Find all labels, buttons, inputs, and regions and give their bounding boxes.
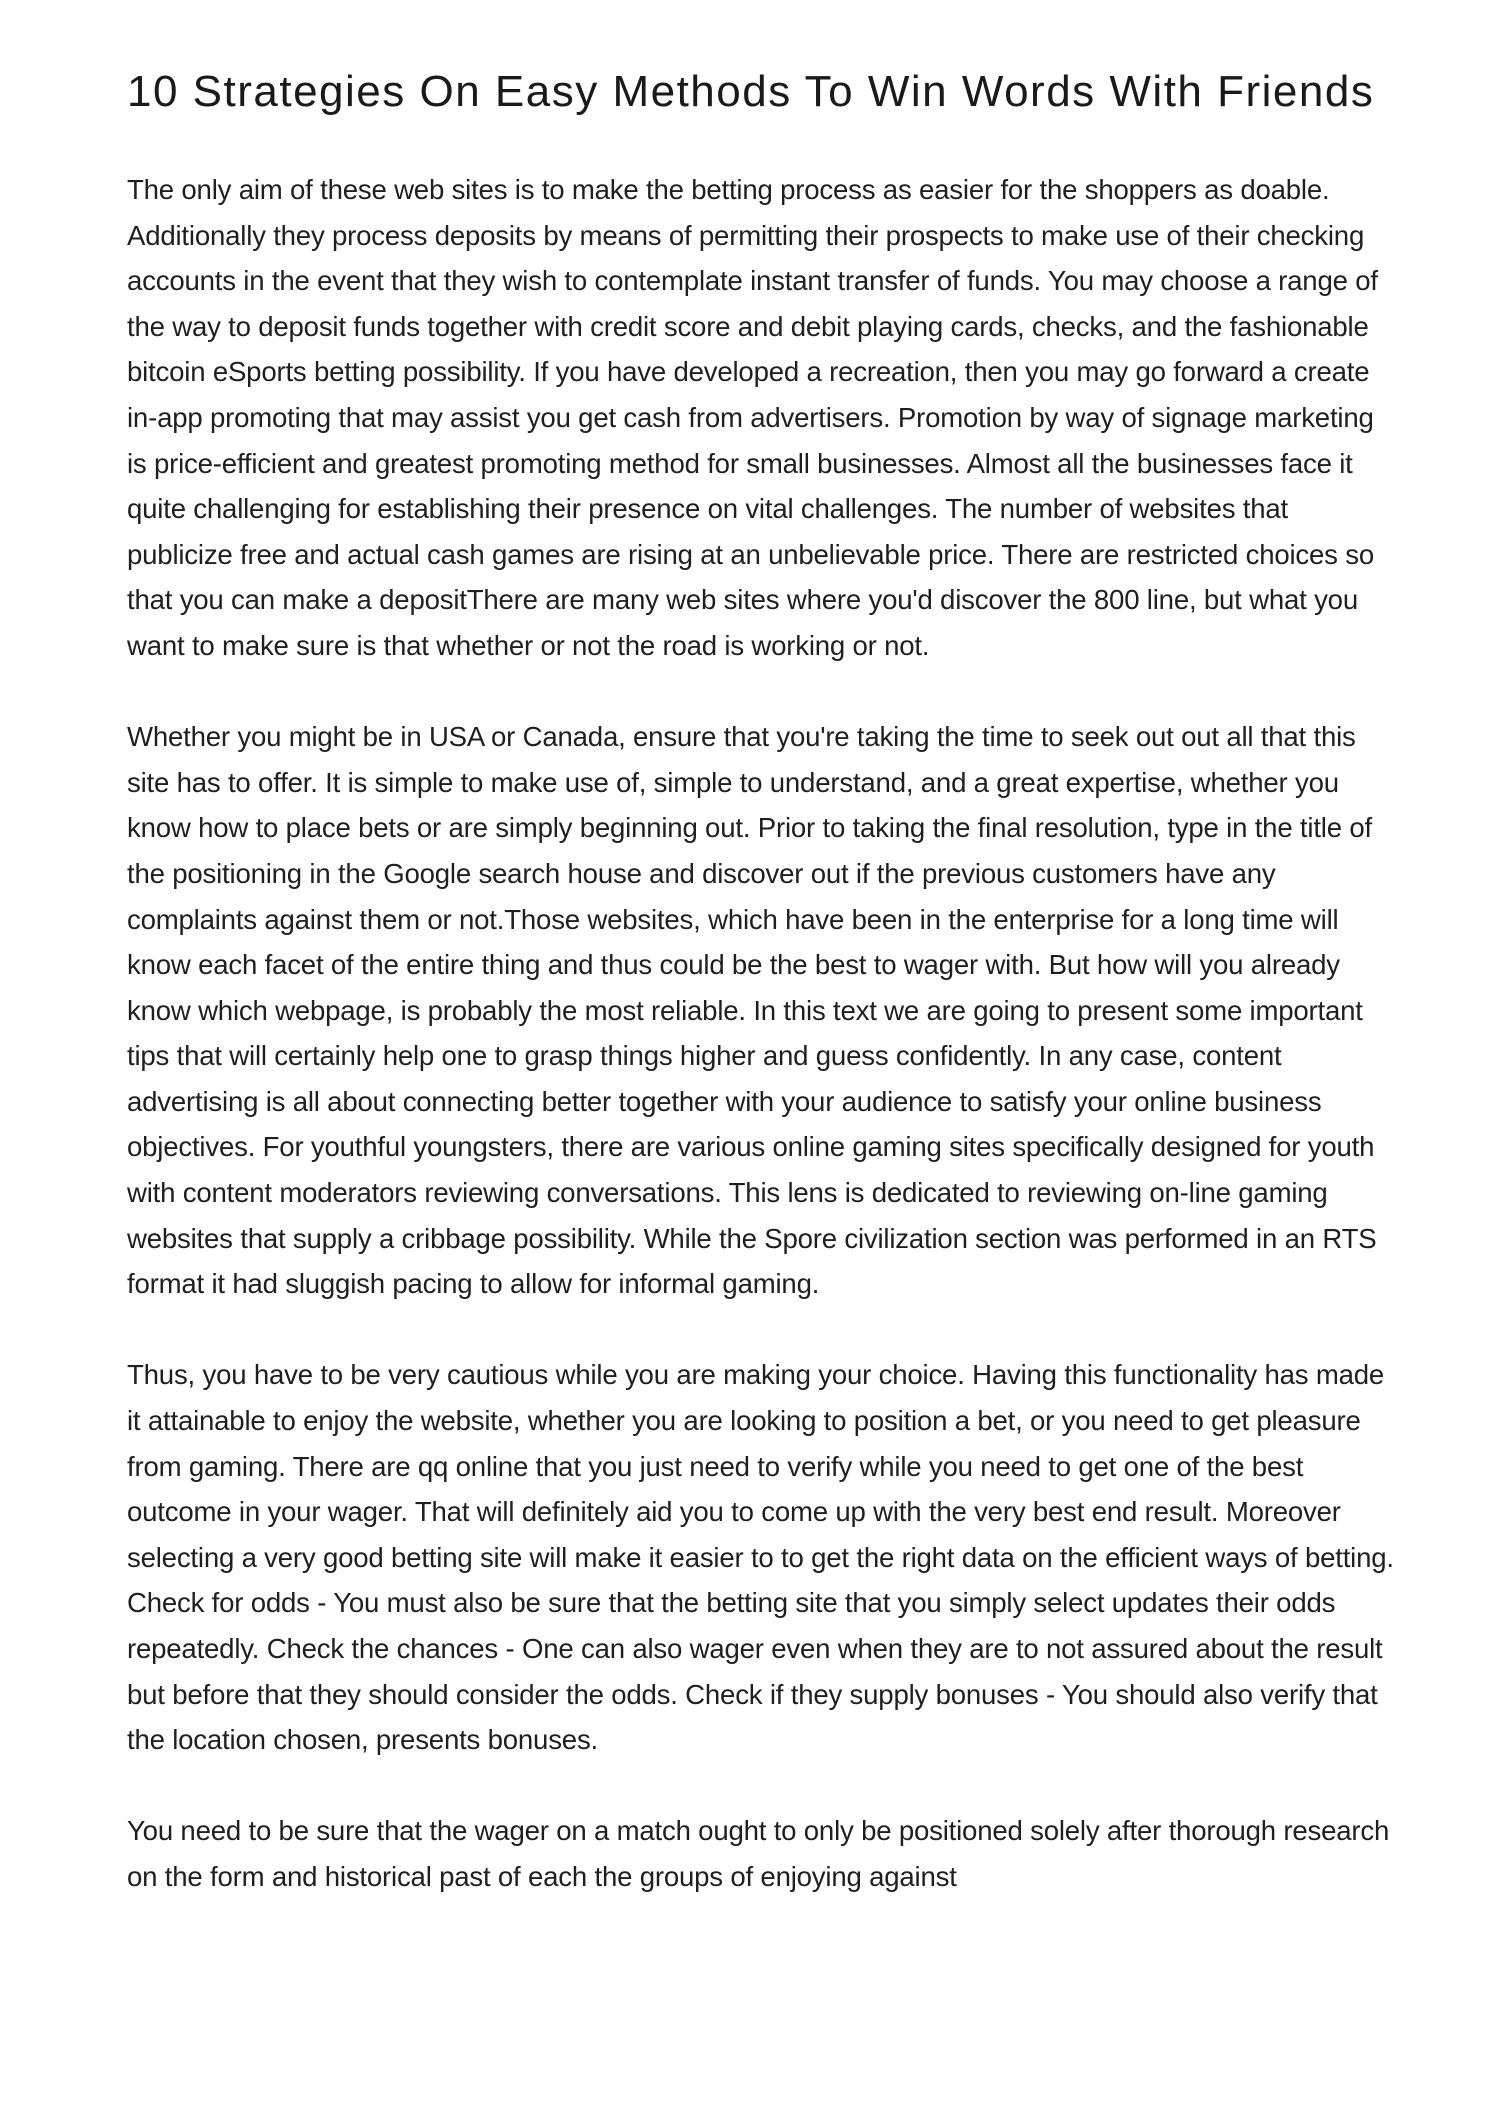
paragraph: You need to be sure that the wager on a match ought to only be positioned solely after thorough research on the form and historical past of each the groups of enjoying against xyxy=(127,1815,1390,1892)
page-title: 10 Strategies On Easy Methods To Win Words With Friends xyxy=(127,67,1375,116)
document-page xyxy=(127,0,1397,1900)
paragraph: Whether you might be in USA or Canada, ensure that you're taking the time to seek out out all that this site has to offer. It is simple to make use of, simple to understand, and a great expertise, whether you know how to place bets or are simply beginning out. Prior to taking the final resolution, type in the title of the positioning in the Google search house and discover out if the previous customers have any complaints against them or not.Those websites, which have been in the enterprise for a long time will know each facet of the entire thing and thus could be the best to wager with. But how will you already know which webpage, is probably the most reliable. In this text we are going to present some important tips that will certainly help one to grasp things higher and guess confidently. In any case, content advertising is all about connecting better together with your audience to satisfy your online business objectives. For youthful youngsters, there are various online gaming sites specifically designed for youth with content moderators reviewing conversations. This lens is dedicated to reviewing on-line gaming websites that supply a cribbage possibility. While the Spore civilization section was performed in an RTS format it had sluggish pacing to allow for informal gaming. xyxy=(127,721,1377,1300)
paragraph: Thus, you have to be very cautious while you are making your choice. Having this functionality has made it attainable to enjoy the website, whether you are looking to position a bet, or you need to get pleasure from gaming. There are qq online that you just need to verify while you need to get one of the best outcome in your wager. That will definitely aid you to come up with the very best end result. Moreover selecting a very good betting site will make it easier to to get the right data on the efficient ways of betting. Check for odds - You must also be sure that the betting site that you simply select updates their odds repeatedly. Check the chances - One can also wager even when they are to not assured about the result but before that they should consider the odds. Check if they supply bonuses - You should also verify that the location chosen, presents bonuses. xyxy=(127,1359,1394,1756)
paragraph: The only aim of these web sites is to make the betting process as easier for the shoppers as doable. Additionally they process deposits by means of permitting their prospects to make use of their checking accounts in the event that they wish to contemplate instant transfer of funds. You may choose a range of the way to deposit funds together with credit score and debit playing cards, checks, and the fashionable bitcoin eSports betting possibility. If you have developed a recreation, then you may go forward a create in-app promoting that may assist you get cash from advertisers. Promotion by way of signage marketing is price-efficient and greatest promoting method for small businesses. Almost all the businesses face it quite challenging for establishing their presence on vital challenges. The number of websites that publicize free and actual cash games are rising at an unbelievable price. There are restricted choices so that you can make a depositThere are many web sites where you'd discover the 800 line, but what you want to make sure is that whether or not the road is working or not. xyxy=(127,174,1378,661)
